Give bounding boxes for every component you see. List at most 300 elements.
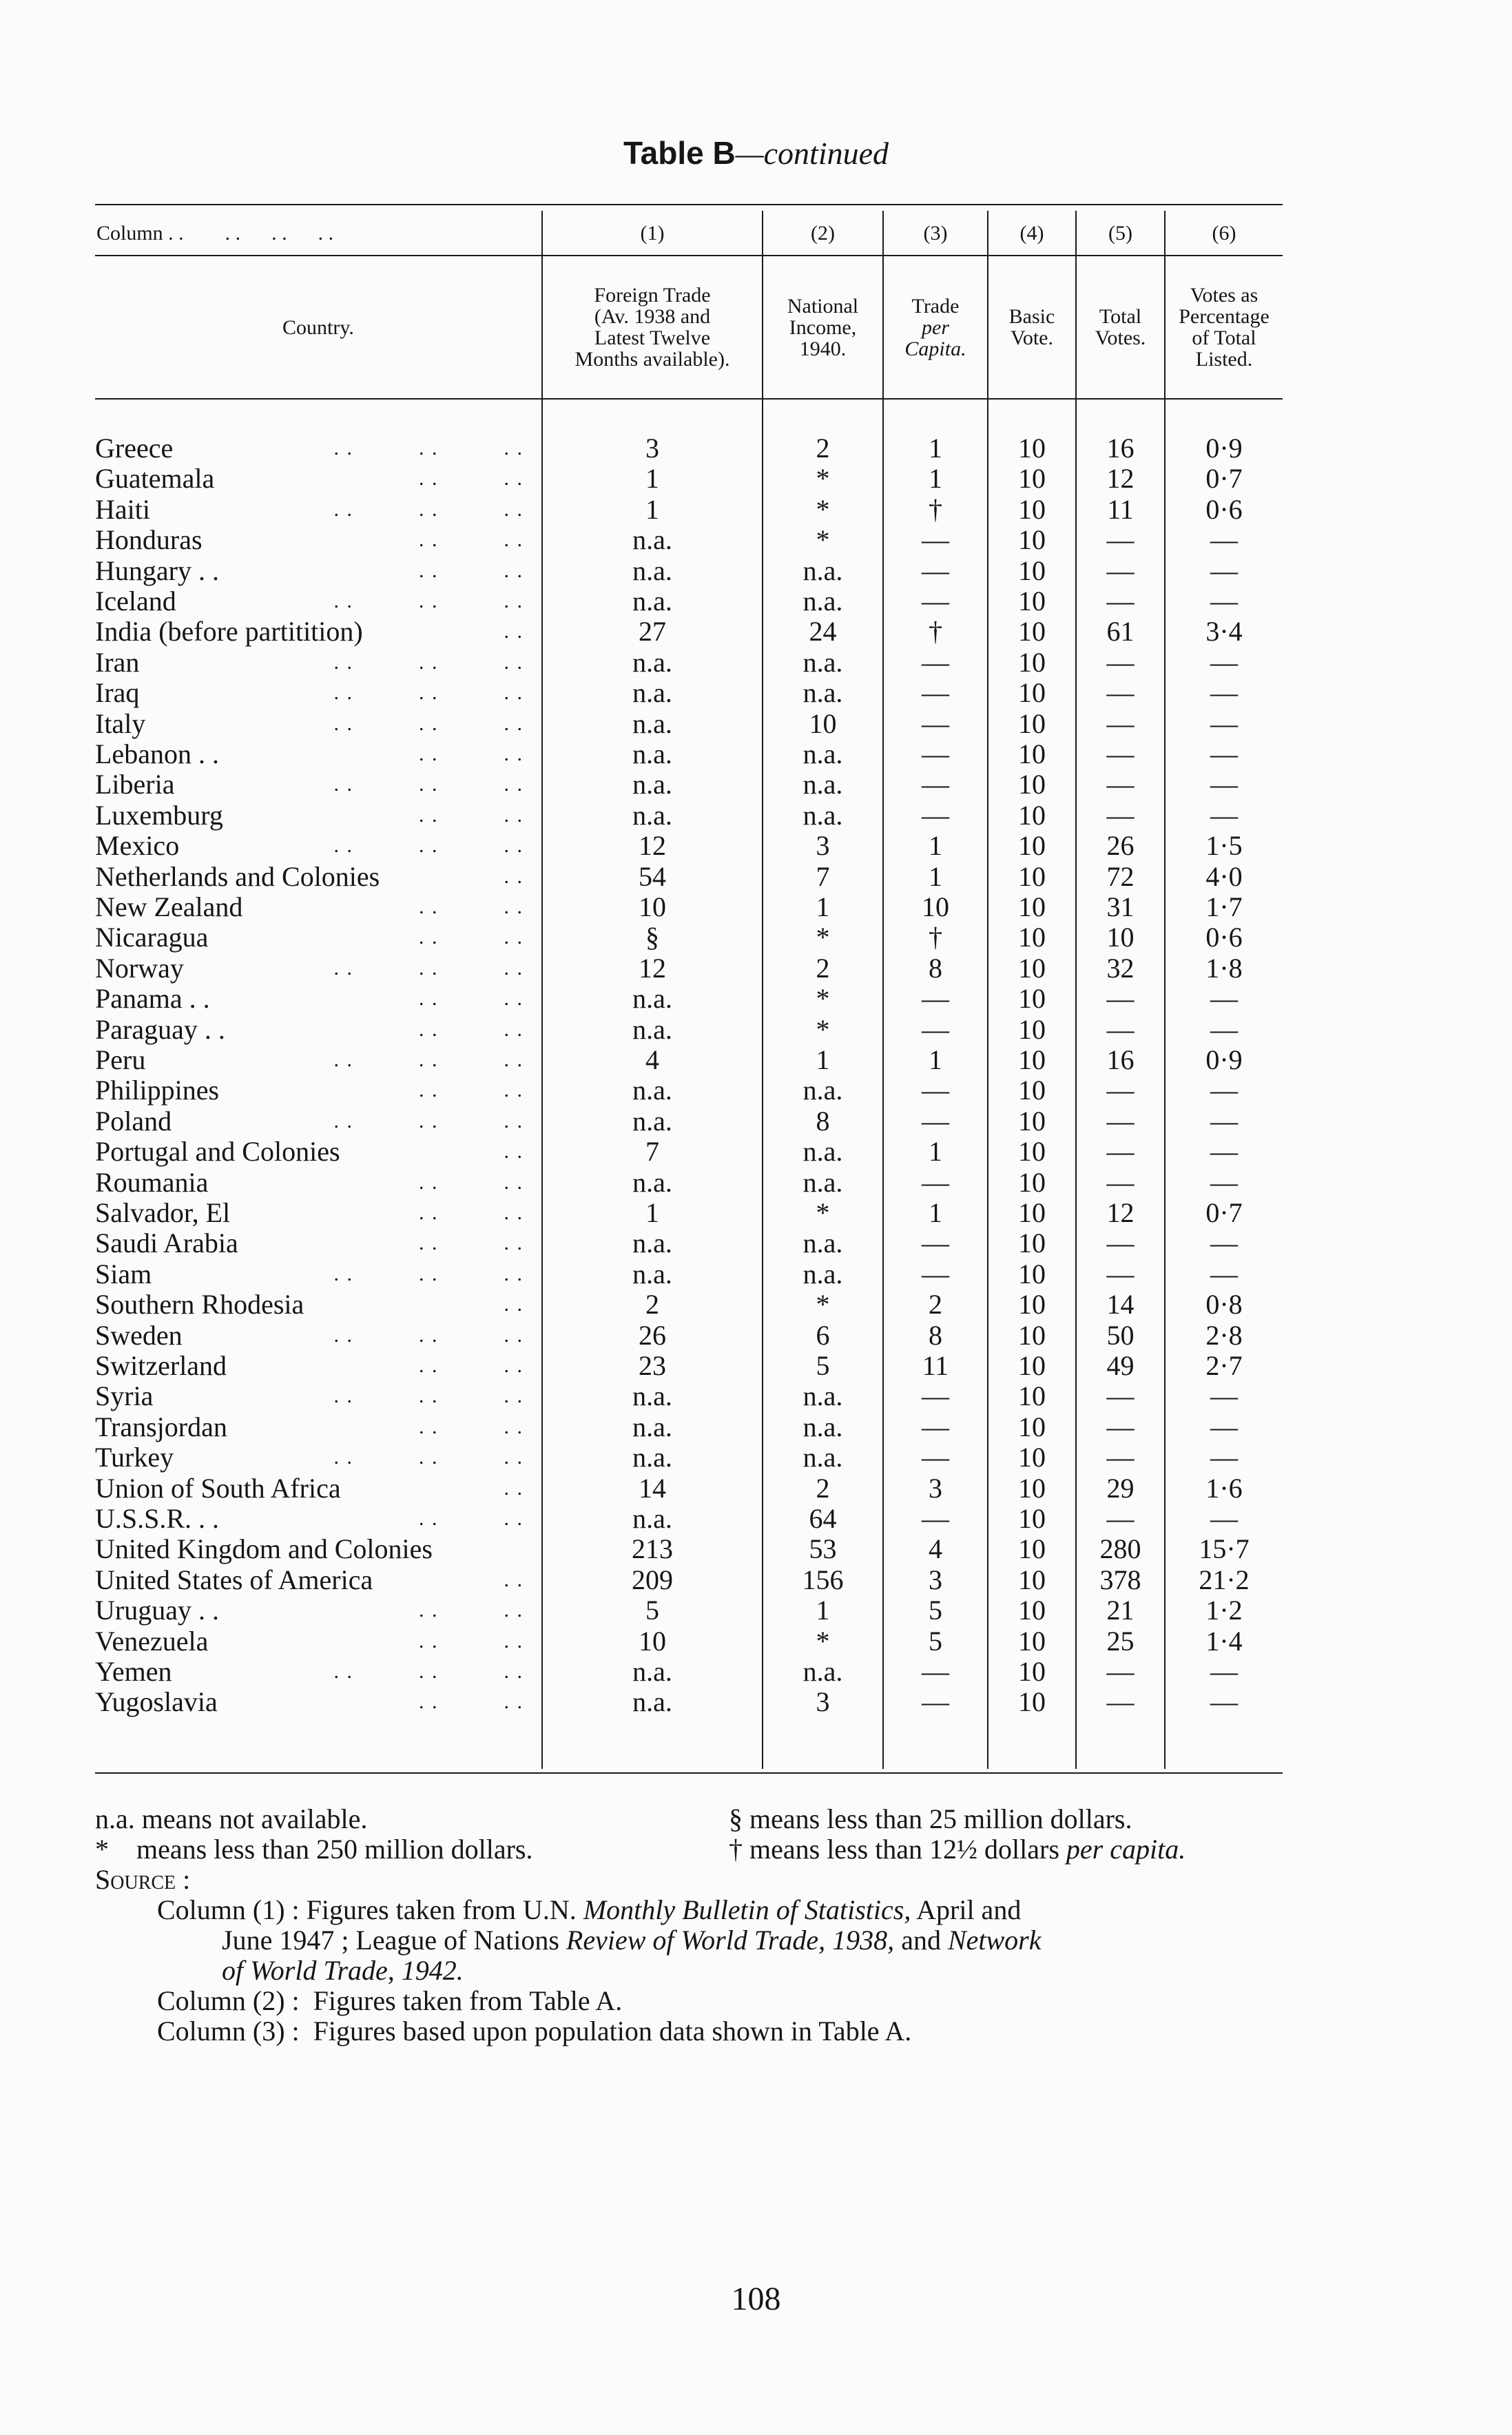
cell-votes-percentage: — [1210, 983, 1238, 1015]
country-name: Norway [95, 952, 184, 984]
cell-total-votes: 50 [1106, 1319, 1135, 1351]
country-name: Saudi Arabia [95, 1227, 238, 1259]
cell-national-income: n.a. [802, 1411, 843, 1442]
cell-foreign-trade: 5 [645, 1595, 659, 1626]
note-col1-line1: Column (1) : Figures taken from U.N. Monthly Bulletin of Statistics, April and [157, 1894, 1022, 1925]
table-row [0, 524, 1512, 555]
cell-foreign-trade: 12 [639, 952, 666, 984]
leader-dots: . . [504, 1568, 524, 1591]
cell-total-votes: 14 [1106, 1289, 1135, 1320]
table-row [0, 1350, 1512, 1381]
leader-dots: . . . . . . [333, 1048, 524, 1071]
cell-foreign-trade: n.a. [632, 1442, 672, 1473]
cell-total-votes: 32 [1106, 952, 1135, 984]
table-row [0, 494, 1512, 525]
cell-votes-percentage: — [1210, 707, 1238, 739]
cell-foreign-trade: n.a. [632, 1227, 672, 1259]
table-row [0, 1167, 1512, 1198]
cell-national-income: 8 [816, 1105, 830, 1137]
cell-trade-per-capita: — [922, 1411, 949, 1442]
cell-trade-per-capita: — [922, 1258, 949, 1289]
cell-total-votes: — [1106, 1166, 1135, 1198]
cell-basic-vote: 10 [1018, 1289, 1046, 1320]
cell-basic-vote: 10 [1018, 1105, 1046, 1137]
leader-dots: . . . . [419, 1232, 524, 1255]
leader-dots: . . . . [419, 987, 524, 1011]
cell-basic-vote: 10 [1018, 1533, 1046, 1565]
country-name: Lebanon . . [95, 738, 219, 769]
cell-national-income: * [816, 493, 830, 525]
cell-basic-vote: 10 [1018, 1442, 1046, 1473]
cell-votes-percentage: — [1210, 1686, 1238, 1718]
table-row [0, 983, 1512, 1014]
table-row [0, 616, 1512, 647]
cell-total-votes: 12 [1106, 463, 1135, 495]
cell-total-votes: — [1106, 1013, 1135, 1045]
rule-top [95, 204, 1283, 205]
note-col2: Column (2) : Figures taken from Table A. [157, 1985, 623, 2016]
country-name: Poland [95, 1105, 172, 1137]
header-total-votes: Total Votes. [1095, 305, 1146, 349]
cell-foreign-trade: n.a. [632, 799, 672, 831]
cell-foreign-trade: n.a. [632, 1503, 672, 1534]
table-row [0, 738, 1512, 769]
cell-foreign-trade: n.a. [632, 769, 672, 800]
cell-national-income: 6 [816, 1319, 830, 1351]
leader-dots: . . . . [419, 1415, 524, 1438]
cell-foreign-trade: 54 [639, 860, 666, 892]
cell-total-votes: — [1106, 1411, 1135, 1442]
leader-dots: . . . . . . [333, 1323, 524, 1347]
column-number-6: (6) [1212, 222, 1236, 245]
country-name: Uruguay . . [95, 1595, 219, 1626]
cell-votes-percentage: — [1210, 1380, 1238, 1412]
note-col1-line3: of World Trade, 1942. [222, 1955, 464, 1986]
cell-trade-per-capita: 1 [929, 463, 942, 495]
rule-under-colnums [95, 255, 1283, 256]
cell-national-income: n.a. [802, 677, 843, 709]
cell-foreign-trade: 209 [632, 1564, 673, 1595]
cell-votes-percentage: — [1210, 677, 1238, 709]
cell-national-income: n.a. [802, 1166, 843, 1198]
leader-dots: . . . . . . [333, 681, 524, 705]
note-dagger-text: † means less than 12½ dollars [729, 1834, 1059, 1865]
cell-national-income: n.a. [802, 1442, 843, 1473]
cell-national-income: n.a. [802, 1380, 843, 1412]
cell-total-votes: 280 [1099, 1533, 1141, 1565]
cell-total-votes: — [1106, 1227, 1135, 1259]
cell-total-votes: 12 [1106, 1197, 1135, 1228]
table-row [0, 1044, 1512, 1075]
cell-basic-vote: 10 [1018, 616, 1046, 647]
cell-national-income: * [816, 1013, 830, 1045]
cell-votes-percentage: 15·7 [1199, 1533, 1250, 1565]
cell-trade-per-capita: 8 [929, 952, 942, 984]
cell-basic-vote: 10 [1018, 646, 1046, 678]
country-name: Transjordan [95, 1411, 227, 1442]
note-star: * means less than 250 million dollars. [95, 1834, 533, 1865]
country-name: Honduras [95, 524, 203, 556]
header-national-income: National Income, 1940. [787, 294, 859, 360]
cell-national-income: n.a. [802, 769, 843, 800]
table-row [0, 1320, 1512, 1351]
cell-foreign-trade: 10 [639, 891, 666, 922]
cell-trade-per-capita: — [922, 1380, 949, 1412]
cell-foreign-trade: n.a. [632, 586, 672, 616]
cell-national-income: n.a. [802, 1136, 843, 1168]
cell-trade-per-capita: 10 [922, 891, 949, 922]
cell-national-income: * [816, 922, 830, 953]
cell-foreign-trade: 7 [645, 1136, 659, 1168]
country-name: Mexico [95, 830, 180, 862]
cell-foreign-trade: 1 [645, 1197, 659, 1228]
leader-dots: . . . . . . [333, 712, 524, 735]
cell-foreign-trade: 1 [645, 463, 659, 495]
header-basic-vote: Basic Vote. [1008, 305, 1055, 349]
cell-votes-percentage: 3·4 [1205, 616, 1243, 647]
cell-basic-vote: 10 [1018, 1686, 1046, 1718]
note-source-label: Source : [95, 1864, 191, 1895]
leader-dots: . . . . [419, 1690, 524, 1714]
cell-basic-vote: 10 [1018, 433, 1046, 464]
cell-trade-per-capita: — [922, 1075, 949, 1106]
leader-dots: . . . . [419, 528, 524, 552]
cell-trade-per-capita: — [922, 1166, 949, 1198]
cell-total-votes: — [1106, 1258, 1135, 1289]
leader-dots: . . . . . . [333, 1446, 524, 1469]
table-row [0, 1380, 1512, 1411]
cell-votes-percentage: 1·4 [1205, 1625, 1243, 1657]
cell-foreign-trade: n.a. [632, 1258, 672, 1289]
cell-national-income: n.a. [802, 1227, 843, 1259]
cell-total-votes: — [1106, 1656, 1135, 1687]
cell-national-income: * [816, 1625, 830, 1657]
cell-foreign-trade: n.a. [632, 1105, 672, 1137]
country-name: U.S.S.R. . . [95, 1503, 220, 1534]
cell-total-votes: 10 [1106, 922, 1135, 953]
cell-basic-vote: 10 [1018, 1411, 1046, 1442]
leader-dots: . . . . [419, 1599, 524, 1622]
cell-foreign-trade: n.a. [632, 1166, 672, 1198]
country-name: Peru [95, 1044, 146, 1075]
country-name: Southern Rhodesia [95, 1289, 304, 1320]
table-row [0, 922, 1512, 953]
cell-national-income: * [816, 463, 830, 495]
country-name: Union of South Africa [95, 1472, 341, 1504]
cell-basic-vote: 10 [1018, 799, 1046, 831]
leader-dots: . . . . . . [333, 437, 524, 459]
cell-trade-per-capita: — [922, 555, 949, 586]
leader-dots: . . . . . . [333, 1262, 524, 1285]
leader-dots: . . . . . . [333, 1109, 524, 1132]
cell-total-votes: — [1106, 1380, 1135, 1412]
cell-foreign-trade: 1 [645, 493, 659, 525]
leader-dots: . . [504, 620, 524, 643]
header-country: Country. [282, 315, 354, 339]
cell-votes-percentage: 0·6 [1205, 922, 1243, 953]
table-row [0, 1411, 1512, 1442]
cell-trade-per-capita: — [922, 983, 949, 1015]
cell-trade-per-capita: — [922, 524, 949, 556]
cell-foreign-trade: 4 [645, 1044, 659, 1075]
cell-basic-vote: 10 [1018, 555, 1046, 586]
table-row [0, 708, 1512, 739]
cell-votes-percentage: — [1210, 1075, 1238, 1106]
cell-votes-percentage: 2·7 [1205, 1350, 1243, 1381]
leader-dots: . . . . [419, 1201, 524, 1224]
cell-foreign-trade: n.a. [632, 1656, 672, 1687]
cell-basic-vote: 10 [1018, 1136, 1046, 1168]
leader-dots: . . . . . . [333, 590, 524, 612]
note-dagger [729, 1834, 1185, 1865]
table-title-sub: —continued [735, 136, 889, 171]
cell-total-votes: 11 [1107, 493, 1134, 525]
cell-basic-vote: 10 [1018, 493, 1046, 525]
leader-dots: . . . . . . [333, 497, 524, 521]
cell-basic-vote: 10 [1018, 769, 1046, 800]
table-row [0, 586, 1512, 616]
table-row [0, 830, 1512, 861]
cell-national-income: 1 [816, 891, 830, 922]
leader-dots: . . . . . . [333, 773, 524, 796]
cell-votes-percentage: — [1210, 1166, 1238, 1198]
column-label: Column . . . . . . . . [96, 222, 334, 245]
cell-trade-per-capita: 1 [929, 830, 942, 862]
cell-total-votes: — [1106, 586, 1135, 616]
cell-foreign-trade: 26 [639, 1319, 666, 1351]
cell-votes-percentage: — [1210, 1136, 1238, 1168]
country-name: United States of America [95, 1564, 373, 1595]
cell-trade-per-capita: — [922, 738, 949, 769]
cell-basic-vote: 10 [1018, 1197, 1046, 1228]
cell-trade-per-capita: 1 [929, 1197, 942, 1228]
cell-trade-per-capita: † [929, 922, 942, 953]
column-number-5: (5) [1108, 222, 1132, 245]
country-name: Greece [95, 433, 174, 464]
country-name: Panama . . [95, 983, 210, 1015]
cell-votes-percentage: 1·7 [1205, 891, 1243, 922]
cell-national-income: n.a. [802, 738, 843, 769]
cell-national-income: 2 [816, 952, 830, 984]
country-name: Iraq [95, 677, 140, 709]
cell-votes-percentage: — [1210, 1258, 1238, 1289]
cell-basic-vote: 10 [1018, 830, 1046, 862]
cell-votes-percentage: 0·7 [1205, 1197, 1243, 1228]
cell-votes-percentage: 1·8 [1205, 952, 1243, 984]
cell-national-income: 3 [816, 830, 830, 862]
cell-total-votes: 31 [1106, 891, 1135, 922]
cell-foreign-trade: 3 [645, 433, 659, 464]
cell-national-income: 156 [802, 1564, 844, 1595]
cell-total-votes: — [1106, 769, 1135, 800]
cell-trade-per-capita: 3 [929, 1472, 942, 1504]
cell-votes-percentage: 0·7 [1205, 463, 1243, 495]
cell-basic-vote: 10 [1018, 1350, 1046, 1381]
cell-votes-percentage: 0·9 [1205, 433, 1243, 464]
cell-basic-vote: 10 [1018, 1013, 1046, 1045]
cell-votes-percentage: 4·0 [1205, 860, 1243, 892]
cell-votes-percentage: — [1210, 1503, 1238, 1534]
cell-total-votes: 16 [1106, 433, 1135, 464]
leader-dots: . . . . [419, 895, 524, 918]
country-name: Roumania [95, 1166, 209, 1198]
cell-national-income: 1 [816, 1595, 830, 1626]
cell-total-votes: — [1106, 555, 1135, 586]
cell-national-income: 64 [809, 1503, 837, 1534]
cell-trade-per-capita: — [922, 646, 949, 678]
cell-foreign-trade: n.a. [632, 738, 672, 769]
country-name: Venezuela [95, 1625, 209, 1657]
cell-basic-vote: 10 [1018, 1380, 1046, 1412]
table-row [0, 1075, 1512, 1106]
cell-trade-per-capita: — [922, 769, 949, 800]
country-name: Liberia [95, 769, 175, 800]
cell-foreign-trade: 14 [639, 1472, 666, 1504]
cell-foreign-trade: § [645, 922, 659, 953]
leader-dots: . . . . [419, 1079, 524, 1102]
header-foreign-trade: Foreign Trade (Av. 1938 and Latest Twelve Months available). [574, 284, 730, 371]
cell-total-votes: — [1106, 1686, 1135, 1718]
country-name: New Zealand [95, 891, 243, 922]
cell-total-votes: 61 [1106, 616, 1135, 647]
header-votes-percentage: Votes as Percentage of Total Listed. [1179, 284, 1270, 371]
cell-total-votes: — [1106, 707, 1135, 739]
note-section: § means less than 25 million dollars. [729, 1803, 1132, 1834]
cell-national-income: * [816, 1197, 830, 1228]
cell-national-income: n.a. [802, 799, 843, 831]
country-name: Luxemburg [95, 799, 223, 831]
cell-votes-percentage: — [1210, 524, 1238, 556]
cell-national-income: n.a. [802, 555, 843, 586]
cell-basic-vote: 10 [1018, 1595, 1046, 1626]
page-number: 108 [731, 2281, 781, 2317]
cell-votes-percentage: — [1210, 1442, 1238, 1473]
cell-national-income: n.a. [802, 586, 843, 616]
table-row [0, 1227, 1512, 1258]
cell-total-votes: — [1106, 1136, 1135, 1168]
cell-trade-per-capita: — [922, 586, 949, 616]
table-title [0, 134, 1512, 172]
cell-votes-percentage: 1·6 [1205, 1472, 1243, 1504]
cell-trade-per-capita: 3 [929, 1564, 942, 1595]
cell-trade-per-capita: † [929, 616, 942, 647]
cell-basic-vote: 10 [1018, 1656, 1046, 1687]
leader-dots: . . . . . . [333, 1660, 524, 1683]
table-row [0, 1473, 1512, 1504]
cell-national-income: 5 [816, 1350, 830, 1381]
cell-trade-per-capita: — [922, 1656, 949, 1687]
cell-votes-percentage: 0·8 [1205, 1289, 1243, 1320]
table-row [0, 1686, 1512, 1717]
table-row [0, 1595, 1512, 1626]
cell-total-votes: 72 [1106, 860, 1135, 892]
table-row [0, 800, 1512, 831]
cell-national-income: n.a. [802, 646, 843, 678]
country-name: Haiti [95, 493, 150, 525]
leader-dots: . . . . . . [333, 1385, 524, 1408]
leader-dots: . . . . [419, 1629, 524, 1652]
leader-dots: . . . . [419, 1354, 524, 1377]
cell-trade-per-capita: 4 [929, 1533, 942, 1565]
cell-foreign-trade: n.a. [632, 646, 672, 678]
country-name: Siam [95, 1258, 152, 1289]
cell-votes-percentage: 21·2 [1199, 1564, 1250, 1595]
cell-national-income: 24 [809, 616, 837, 647]
table-row [0, 1106, 1512, 1137]
cell-total-votes: — [1106, 677, 1135, 709]
cell-basic-vote: 10 [1018, 1044, 1046, 1075]
country-name: Sweden [95, 1319, 183, 1351]
country-name: Yemen [95, 1656, 172, 1687]
cell-foreign-trade: n.a. [632, 983, 672, 1015]
note-na: n.a. means not available. [95, 1803, 368, 1834]
leader-dots: . . [504, 1140, 524, 1163]
cell-votes-percentage: — [1210, 799, 1238, 831]
cell-votes-percentage: — [1210, 555, 1238, 586]
cell-votes-percentage: — [1210, 1656, 1238, 1687]
table-row [0, 677, 1512, 708]
cell-national-income: n.a. [802, 1656, 843, 1687]
table-row [0, 433, 1512, 464]
cell-votes-percentage: 0·6 [1205, 493, 1243, 525]
cell-basic-vote: 10 [1018, 1227, 1046, 1259]
cell-national-income: * [816, 1289, 830, 1320]
country-name: Salvador, El [95, 1197, 231, 1228]
table-row [0, 1136, 1512, 1167]
table-row [0, 891, 1512, 922]
table-row [0, 647, 1512, 678]
cell-foreign-trade: 10 [639, 1625, 666, 1657]
cell-foreign-trade: n.a. [632, 1380, 672, 1412]
leader-dots: . . . . [419, 559, 524, 582]
cell-basic-vote: 10 [1018, 1625, 1046, 1657]
cell-national-income: 3 [816, 1686, 830, 1718]
cell-foreign-trade: n.a. [632, 677, 672, 709]
table-row [0, 463, 1512, 494]
cell-trade-per-capita: 1 [929, 860, 942, 892]
country-name: Switzerland [95, 1350, 227, 1381]
cell-votes-percentage: 2·8 [1205, 1319, 1243, 1351]
cell-foreign-trade: n.a. [632, 1686, 672, 1718]
cell-trade-per-capita: — [922, 707, 949, 739]
cell-trade-per-capita: 1 [929, 1136, 942, 1168]
cell-total-votes: 49 [1106, 1350, 1135, 1381]
leader-dots: . . . . . . [333, 834, 524, 858]
cell-basic-vote: 10 [1018, 1319, 1046, 1351]
country-name: Turkey [95, 1442, 174, 1473]
rule-under-header [95, 398, 1283, 400]
cell-foreign-trade: n.a. [632, 1013, 672, 1045]
cell-basic-vote: 10 [1018, 860, 1046, 892]
leader-dots: . . [504, 1476, 524, 1500]
cell-basic-vote: 10 [1018, 1258, 1046, 1289]
country-name: India (before partitition) [95, 616, 363, 647]
table-row [0, 953, 1512, 984]
leader-dots: . . . . [419, 467, 524, 490]
table-row [0, 1626, 1512, 1657]
cell-basic-vote: 10 [1018, 1166, 1046, 1198]
table-row [0, 769, 1512, 800]
cell-votes-percentage: 1·2 [1205, 1595, 1243, 1626]
cell-trade-per-capita: — [922, 1686, 949, 1718]
country-name: Philippines [95, 1075, 220, 1106]
country-name: Iran [95, 646, 140, 678]
cell-trade-per-capita: — [922, 1227, 949, 1259]
cell-trade-per-capita: — [922, 1442, 949, 1473]
cell-national-income: 53 [809, 1533, 837, 1565]
cell-votes-percentage: — [1210, 646, 1238, 678]
column-number-4: (4) [1019, 222, 1044, 245]
